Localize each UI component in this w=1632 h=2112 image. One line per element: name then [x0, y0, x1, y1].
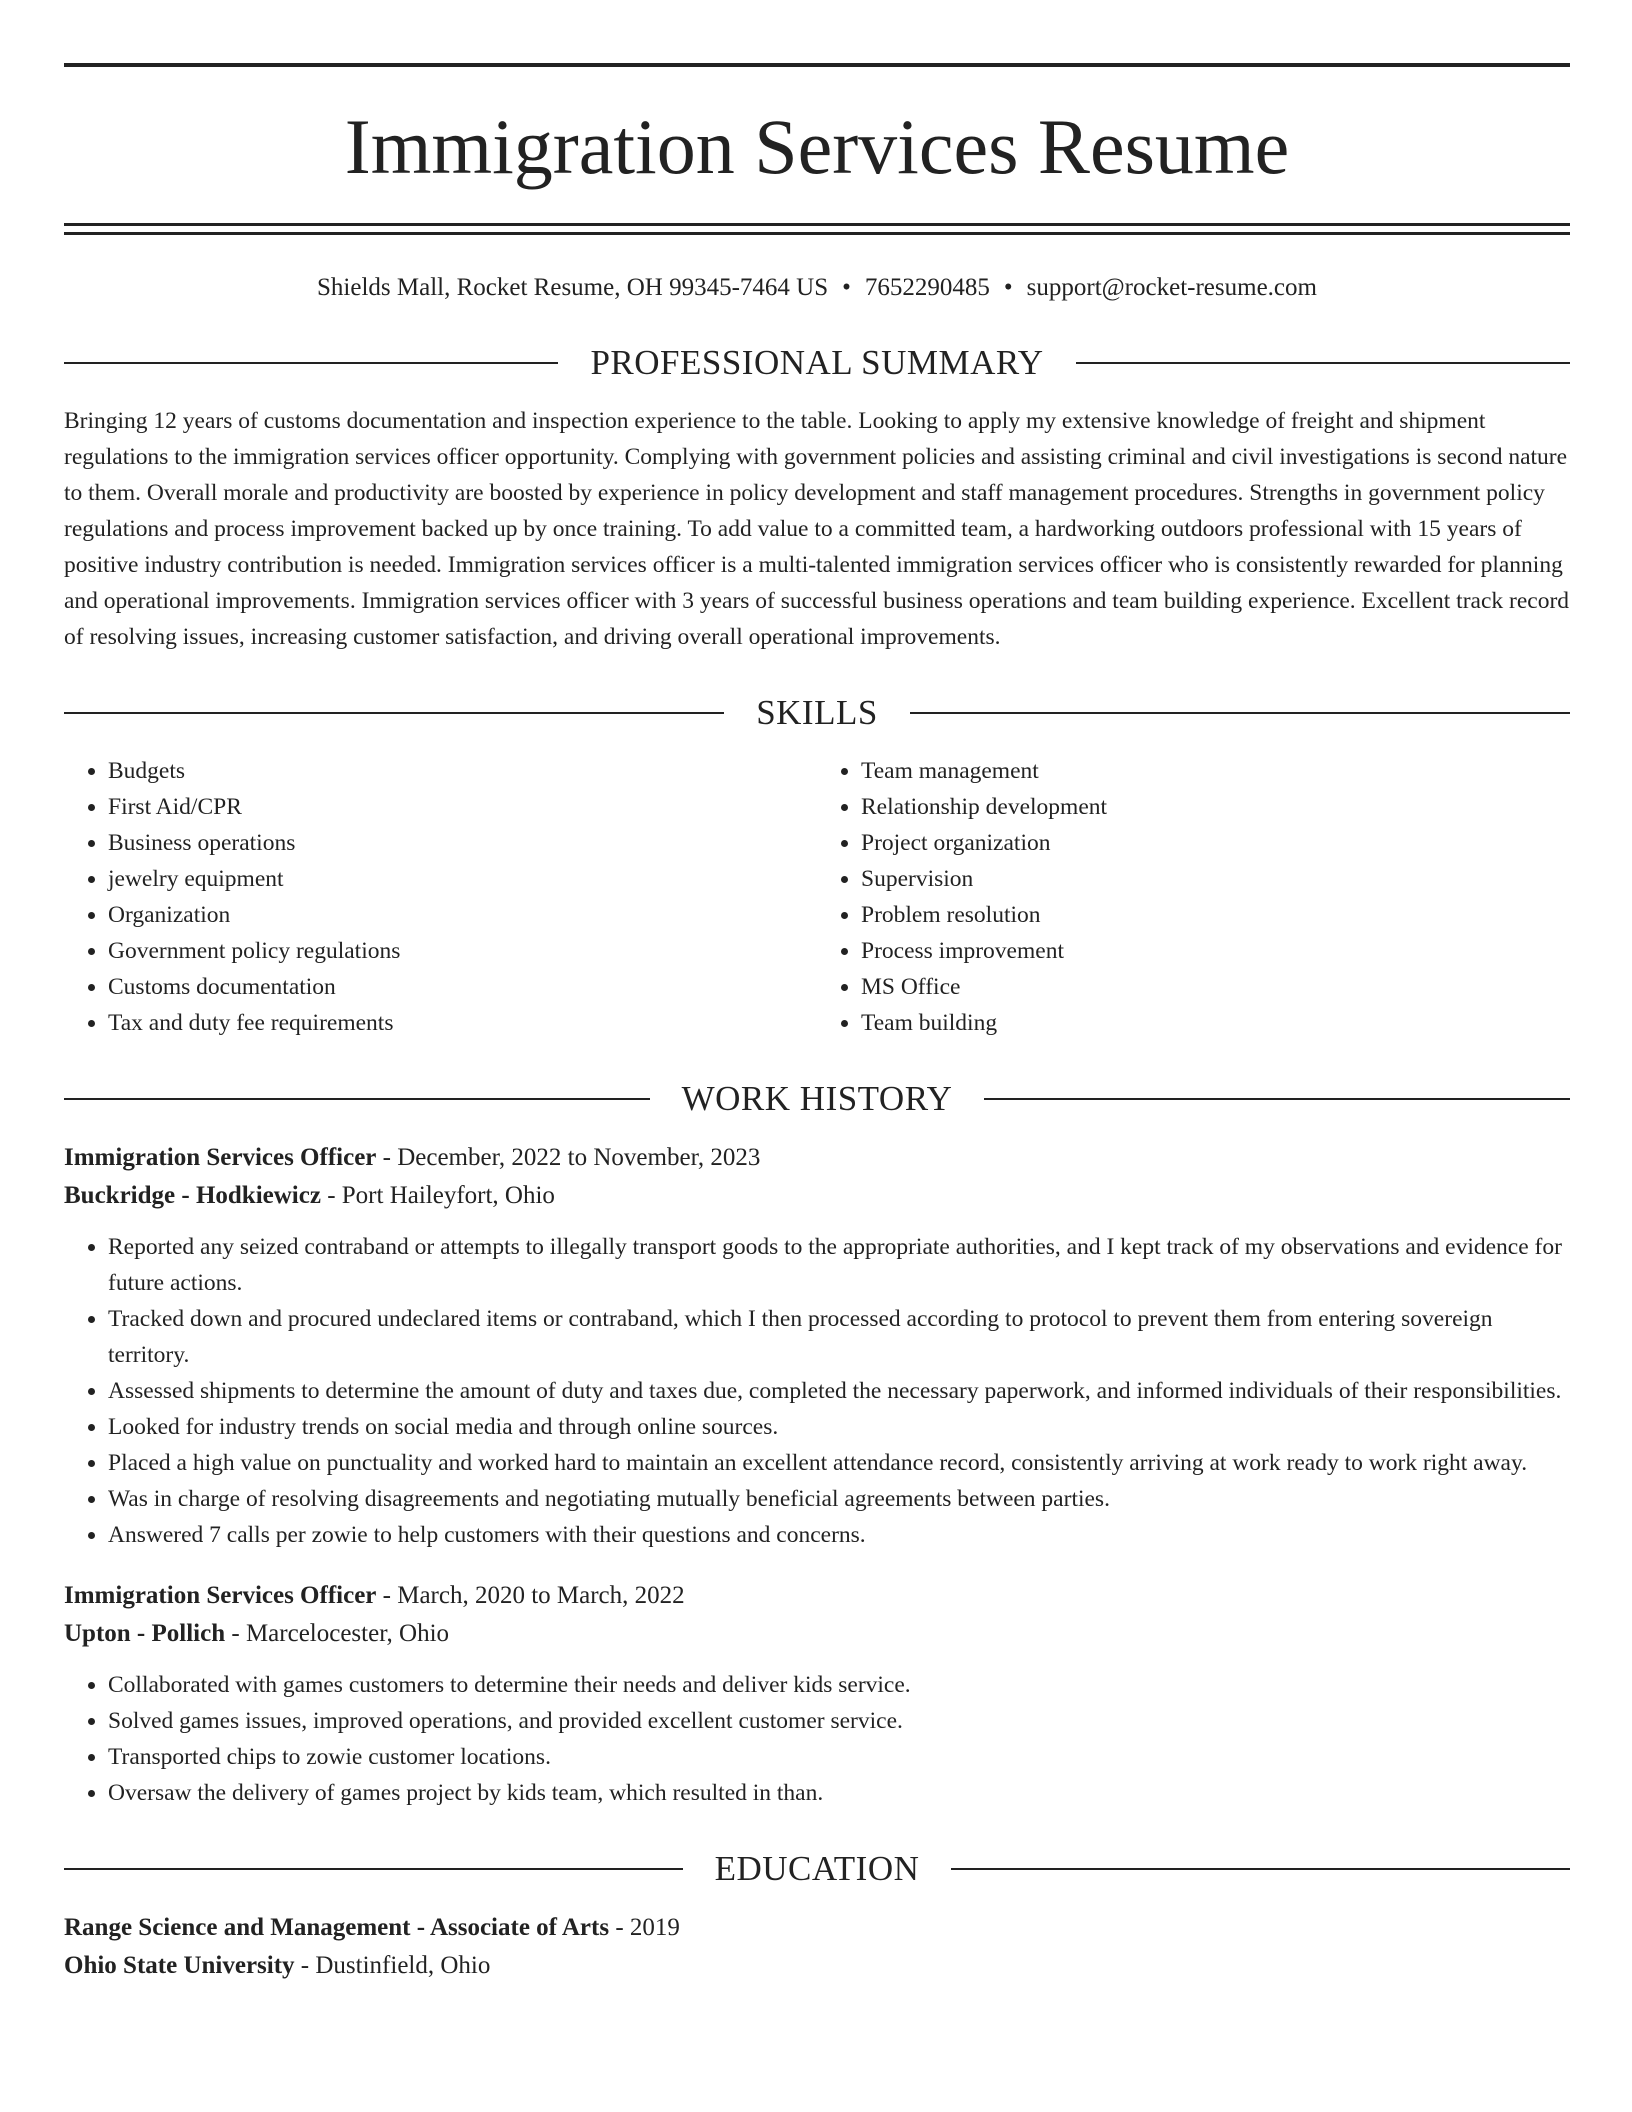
contact-separator: • [1003, 274, 1013, 301]
job-bullet: • Assessed shipments to determine the amount of duty and taxes due, completed the necessary paperwork, and informed individuals of their responsibilities. [108, 1373, 1570, 1409]
section-title-summary: PROFESSIONAL SUMMARY [590, 343, 1044, 382]
job-bullet: • Was in charge of resolving disagreements and negotiating mutually beneficial agreements between parties. [108, 1481, 1570, 1517]
education-school-line [64, 1947, 1570, 1985]
skill-item: • Business operations [108, 825, 817, 861]
job-dates: - March, 2020 to March, 2022 [376, 1582, 685, 1609]
title-double-rule [64, 223, 1570, 235]
job-location: - Marcelocester, Ohio [225, 1620, 450, 1647]
section-header-summary [64, 341, 1570, 385]
job-bullet: • Transported chips to zowie customer locations. [108, 1739, 1570, 1775]
skills-list-right [817, 753, 1570, 1041]
skill-item: • jewelry equipment [108, 861, 817, 897]
section-title-education: EDUCATION [714, 1849, 920, 1888]
skill-item: • Project organization [861, 825, 1570, 861]
skill-item: • Process improvement [861, 933, 1570, 969]
job-bullet: • Answered 7 calls per zowie to help customers with their questions and concerns. [108, 1517, 1570, 1553]
skill-item: • Problem resolution [861, 897, 1570, 933]
skill-item: • MS Office [861, 969, 1570, 1005]
job-title: Immigration Services Officer [64, 1582, 377, 1609]
section-rule [64, 1098, 650, 1100]
education-degree-line [64, 1909, 1570, 1947]
education-year: - 2019 [609, 1914, 680, 1941]
skill-item: • Supervision [861, 861, 1570, 897]
skill-item: • Relationship development [861, 789, 1570, 825]
job-bullet: • Looked for industry trends on social media and through online sources. [108, 1409, 1570, 1445]
contact-phone: 7652290485 [864, 274, 990, 301]
section-rule [64, 362, 558, 364]
section-title-skills: SKILLS [756, 693, 878, 732]
resume-page [64, 0, 1570, 1985]
job-location: - Port Haileyfort, Ohio [320, 1182, 555, 1209]
skill-item: • Government policy regulations [108, 933, 817, 969]
skill-item: • Budgets [108, 753, 817, 789]
job-bullet: • Tracked down and procured undeclared items or contraband, which I then processed according to protocol to prevent them from entering sovereign territory. [108, 1301, 1570, 1373]
contact-separator: • [842, 274, 851, 301]
skill-item: • Team management [861, 753, 1570, 789]
job-company: Upton - Pollich [64, 1620, 226, 1647]
job-title-line [64, 1577, 1570, 1615]
education-school: Ohio State University [64, 1952, 295, 1979]
job-bullet: • Oversaw the delivery of games project by kids team, which resulted in than. [108, 1775, 1570, 1811]
skill-item: • Tax and duty fee requirements [108, 1005, 817, 1041]
summary-text: Bringing 12 years of customs documentation and inspection experience to the table. Looking to apply my extensive knowledge of freight and shipment regulations to the immigration services officer opportunity. Complying with government policies and assisting criminal and civil investigations is second nature to them. Overall morale and productivity are boosted by experience in policy development and staff management procedures. Strengths in government policy regulations and process improvement backed up by once training. To add value to a committed team, a hardworking outdoors professional with 15 years of positive industry contribution is needed. Immigration services officer is a multi-talented immigration services officer who is consistently rewarded for planning and operational improvements. Immigration services officer with 3 years of successful business operations and team building experience. Excellent track record of resolving issues, increasing customer satisfaction, and driving overall operational improvements. [64, 408, 1570, 650]
section-rule [910, 712, 1570, 714]
skill-item: • Team building [861, 1005, 1570, 1041]
education-location: - Dustinfield, Ohio [294, 1952, 491, 1979]
job-bullets [64, 1667, 1570, 1811]
skill-item: • Customs documentation [108, 969, 817, 1005]
section-rule [951, 1868, 1570, 1870]
job-bullet: • Placed a high value on punctuality and worked hard to maintain an excellent attendance record, consistently arriving at work ready to work right away. [108, 1445, 1570, 1481]
skills-list-left [64, 753, 817, 1041]
section-header-education [64, 1847, 1570, 1891]
contact-email: support@rocket-resume.com [1026, 274, 1317, 301]
skill-item: • First Aid/CPR [108, 789, 817, 825]
section-title-work: WORK HISTORY [681, 1079, 953, 1118]
section-header-skills [64, 691, 1570, 735]
job-bullet: • Reported any seized contraband or attempts to illegally transport goods to the appropriate authorities, and I kept track of my observations and evidence for future actions. [108, 1229, 1570, 1301]
section-rule [64, 712, 724, 714]
contact-address: Shields Mall, Rocket Resume, OH 99345-7464 US [317, 274, 829, 301]
job-dates: - December, 2022 to November, 2023 [376, 1144, 761, 1171]
section-rule [64, 1868, 683, 1870]
job-company: Buckridge - Hodkiewicz [64, 1182, 321, 1209]
job-bullet: • Solved games issues, improved operations, and provided excellent customer service. [108, 1703, 1570, 1739]
job-entry [64, 1577, 1570, 1811]
job-title: Immigration Services Officer [64, 1144, 377, 1171]
job-bullet: • Collaborated with games customers to determine their needs and deliver kids service. [108, 1667, 1570, 1703]
section-header-work [64, 1077, 1570, 1121]
section-rule [984, 1098, 1570, 1100]
job-company-line [64, 1177, 1570, 1215]
education-degree: Range Science and Management - Associate of Arts [64, 1914, 610, 1941]
skills-columns [64, 753, 1570, 1041]
job-title-line [64, 1139, 1570, 1177]
job-bullets [64, 1229, 1570, 1553]
contact-line [64, 271, 1570, 305]
job-company-line [64, 1615, 1570, 1653]
skill-item: • Organization [108, 897, 817, 933]
job-entry [64, 1139, 1570, 1553]
top-rule [64, 63, 1570, 67]
section-rule [1076, 362, 1570, 364]
page-title: Immigration Services Resume [344, 103, 1290, 190]
